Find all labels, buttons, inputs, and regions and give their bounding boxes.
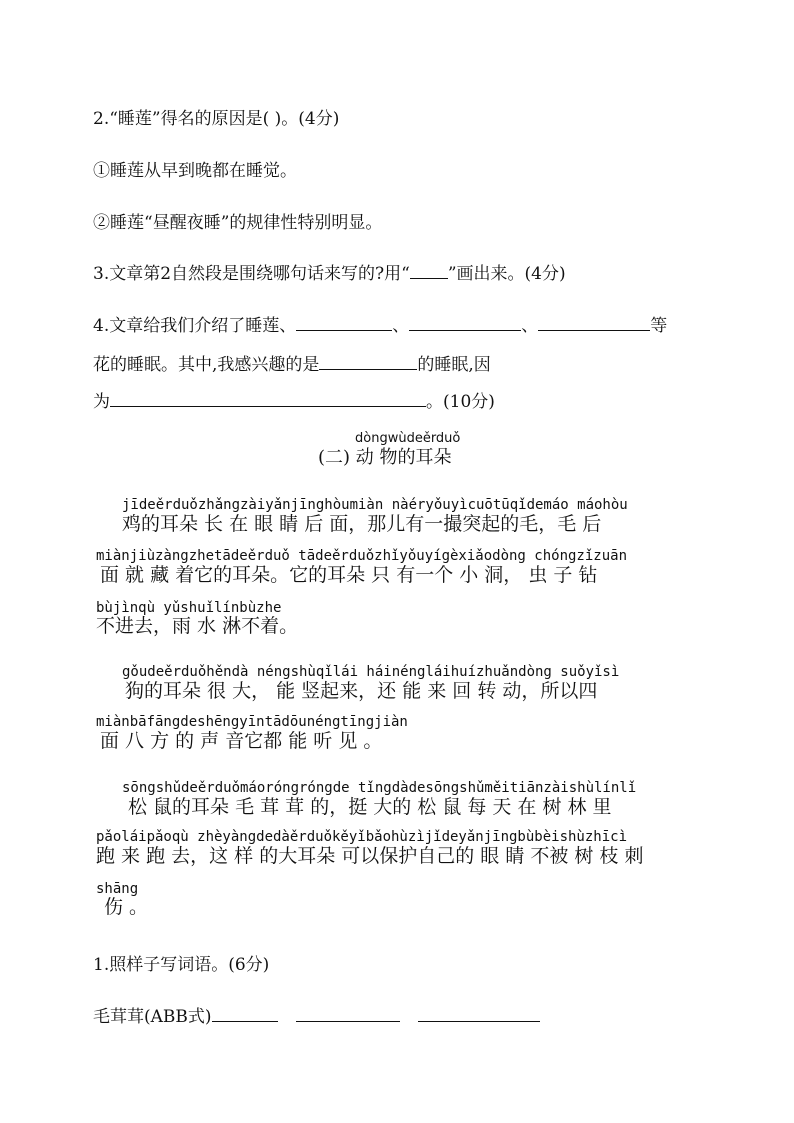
answer-blank-5[interactable] — [110, 392, 426, 407]
question-4-part-2: 等 — [650, 316, 668, 336]
answer-blank-2[interactable] — [409, 316, 521, 331]
exercise-1: 1.照样子写词语。(6分) — [93, 955, 270, 975]
exercise-example — [93, 1002, 540, 1027]
passage-line: 不进去，雨 水 淋不着。 — [96, 615, 299, 637]
passage-line: 面 八 方 的 声 音它都 能 听 见 。 — [100, 730, 383, 752]
passage-title: (二) 动 物的耳朵 — [318, 447, 452, 468]
pinyin-line: gǒudeěrduǒhěndà néngshùqǐlái háinéngláihuízhuǎndòng suǒyǐsì — [122, 664, 620, 680]
pinyin-line: sōngshǔdeěrduǒmáoróngróngde tǐngdàdesōngshǔměitiānzàishùlínlǐ — [122, 780, 637, 796]
question-4-line3-b: 。(10分) — [426, 392, 495, 412]
question-3 — [93, 259, 566, 284]
pinyin-line: pǎoláipǎoqù zhèyàngdedàěrduǒkěyǐbǎohùzìjǐdeyǎnjīngbùbèishùzhīcì — [96, 829, 628, 845]
underline-sample — [410, 264, 448, 279]
answer-blank-3[interactable] — [538, 316, 650, 331]
passage-line: 面 就 藏 着它的耳朵。它的耳朵 只 有一个 小 洞， 虫 子 钻 — [100, 564, 598, 586]
pinyin-line: miànjiùzàngzhetādeěrduǒ tādeěrduǒzhǐyǒuyígèxiǎodòng chóngzǐzuān — [96, 548, 628, 564]
question-4-line-1 — [93, 311, 667, 336]
question-4-line2-a: 花的睡眠。其中,我感兴趣的是 — [93, 355, 320, 375]
question-2: 2.“睡莲”得名的原因是( )。(4分) — [93, 109, 340, 129]
question-4-sep-2: 、 — [521, 316, 539, 336]
answer-blank-6[interactable] — [212, 1007, 278, 1022]
pinyin-line: shāng — [96, 881, 139, 897]
question-2-option-1: ①睡莲从早到晚都在睡觉。 — [93, 161, 297, 181]
answer-blank-7[interactable] — [296, 1007, 400, 1022]
title-pinyin: dòngwùdeěrduǒ — [355, 431, 461, 446]
question-4-part-1: 4.文章给我们介绍了睡莲、 — [93, 316, 297, 336]
passage-line: 跑 来 跑 去，这 样 的大耳朵 可以保护自己的 眼 睛 不被 树 枝 刺 — [96, 845, 644, 867]
passage-line: 松 鼠的耳朵 毛 茸 茸 的，挺 大的 松 鼠 每 天 在 树 林 里 — [128, 796, 612, 818]
question-4-line-3 — [93, 387, 495, 412]
example-word: 毛茸茸(ABB式) — [93, 1007, 212, 1027]
question-4-line-2 — [93, 350, 491, 375]
question-2-option-2: ②睡莲“昼醒夜睡”的规律性特别明显。 — [93, 213, 383, 233]
passage-line: 鸡的耳朵 长 在 眼 睛 后 面，那儿有一撮突起的毛，毛 后 — [122, 513, 602, 535]
answer-blank-4[interactable] — [319, 355, 417, 370]
question-4-line3-a: 为 — [93, 392, 110, 412]
question-4-sep-1: 、 — [392, 316, 410, 336]
pinyin-line: bùjìnqù yǔshuǐlínbùzhe — [96, 600, 282, 616]
question-3-text-before: 3.文章第2自然段是围绕哪句话来写的?用“ — [93, 264, 410, 284]
answer-blank-1[interactable] — [296, 316, 392, 331]
passage-line: 伤 。 — [104, 896, 149, 918]
question-4-line2-b: 的睡眠,因 — [417, 355, 491, 375]
passage-line: 狗的耳朵 很 大， 能 竖起来，还 能 来 回 转 动，所以四 — [125, 680, 598, 702]
answer-blank-8[interactable] — [418, 1007, 540, 1022]
pinyin-line: jīdeěrduǒzhǎngzàiyǎnjīnghòumiàn nàéryǒuyìcuōtūqǐdemáo máohòu — [122, 497, 628, 513]
question-3-text-after: ”画出来。(4分) — [447, 264, 566, 284]
pinyin-line: miànbāfāngdeshēngyīntādōunéngtīngjiàn — [96, 714, 408, 730]
